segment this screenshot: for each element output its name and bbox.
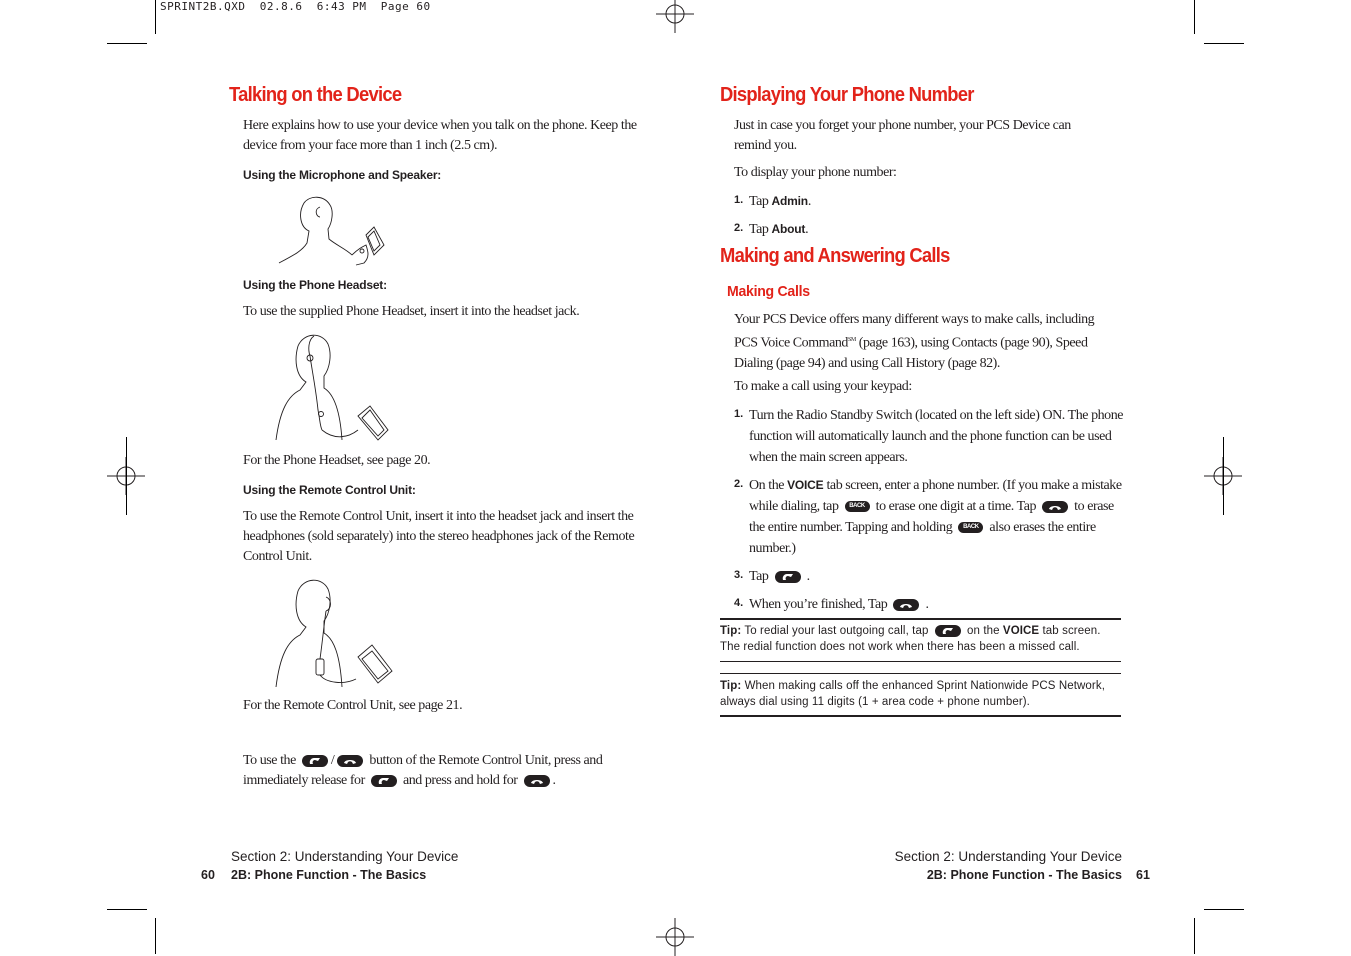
tip-divider	[720, 661, 1121, 662]
crop-mark	[1204, 909, 1244, 910]
crop-mark	[107, 909, 147, 910]
left-footer-section: Section 2: Understanding Your Device	[231, 849, 459, 864]
left-page-heading: Talking on the Device	[229, 84, 402, 106]
step-number: 3.	[734, 569, 744, 581]
usage-slash: /	[330, 753, 335, 768]
tip-label: Tip:	[720, 680, 742, 692]
crop-mark	[107, 43, 147, 44]
remote-subheading: Using the Remote Control Unit:	[243, 483, 416, 497]
step-label: also erases the entire number.)	[749, 520, 1096, 556]
tip-text: tab screen. The redial function does not work when there has been a missed call.	[720, 625, 1101, 653]
right-footer-section: Section 2: Understanding Your Device	[894, 849, 1122, 864]
end-button-icon	[893, 599, 919, 611]
step-punct: .	[925, 597, 929, 612]
talk-button-icon	[775, 571, 801, 583]
tip-divider	[720, 618, 1121, 620]
step-text	[749, 594, 929, 615]
left-page-number: 60	[201, 868, 215, 882]
end-button-icon	[524, 775, 550, 787]
step-enter-number	[734, 475, 1126, 563]
voice-tab-label: VOICE	[1002, 625, 1040, 637]
crop-mark	[1194, 918, 1195, 954]
display-number-paragraph: Just in case you forget your phone number, your PCS Device can remind you.	[734, 118, 1071, 153]
step-radio-switch	[734, 405, 1126, 471]
step-tap-end	[734, 594, 1114, 616]
making-calls-heading: Making and Answering Calls	[720, 245, 950, 267]
service-mark: SM	[847, 337, 856, 343]
step-number: 2.	[734, 222, 744, 234]
display-number-heading: Displaying Your Phone Number	[720, 84, 974, 106]
tip-text: on the	[967, 625, 1000, 637]
crop-mark	[1194, 0, 1195, 34]
step-number: 1.	[734, 408, 744, 420]
step-tap-talk	[734, 566, 1114, 588]
step-text	[749, 191, 811, 212]
headset-subheading: Using the Phone Headset:	[243, 278, 387, 292]
step-label: to erase one digit at a time. Tap	[875, 499, 1037, 514]
back-button-icon: BACK	[845, 501, 870, 512]
right-footer-chapter: 2B: Phone Function - The Basics	[926, 868, 1122, 882]
voice-tab-label: VOICE	[787, 478, 824, 492]
usage-text: To use the	[243, 753, 296, 768]
tip-redial	[720, 623, 1121, 655]
tip-divider	[720, 715, 1121, 717]
talk-button-icon	[371, 775, 397, 787]
right-page-number: 61	[1136, 868, 1150, 882]
crop-mark	[1223, 437, 1224, 515]
end-button-icon	[337, 755, 363, 767]
usage-text: .	[552, 773, 556, 788]
step-number: 1.	[734, 194, 744, 206]
usage-text: button of the Remote Control Unit, press and	[369, 753, 603, 768]
headset-paragraph: To use the supplied Phone Headset, insert it into the headset jack.	[243, 304, 580, 319]
step-label: tab screen, enter a phone number. (If you make a mistake while dialing, tap	[749, 478, 1122, 514]
left-footer-chapter: 2B: Phone Function - The Basics	[231, 868, 427, 882]
headset-reference: For the Phone Headset, see page 20.	[243, 453, 431, 468]
making-calls-subheading: Making Calls	[727, 283, 810, 300]
button-usage-line2	[243, 771, 643, 791]
tip-text: When making calls off the enhanced Sprint Nationwide PCS Network, always dial using 11 digits (1 + area code + phone number).	[720, 680, 1105, 708]
crop-mark	[1204, 43, 1244, 44]
print-slug: SPRINT2B.QXD 02.8.6 6:43 PM Page 60	[160, 0, 431, 13]
step-number: 4.	[734, 597, 744, 609]
step-text	[749, 219, 808, 240]
remote-reference: For the Remote Control Unit, see page 21.	[243, 698, 463, 713]
step-text: Turn the Radio Standby Switch (located on the left side) ON. The phone function will automatically launch and the phone function can be used when the main screen appears.	[749, 408, 1124, 465]
step-tap-admin	[734, 191, 1114, 213]
registration-mark-icon	[656, 0, 694, 33]
about-label: About	[771, 222, 806, 236]
step-text	[749, 475, 1125, 559]
back-button-icon: BACK	[958, 522, 983, 533]
tip-divider	[720, 673, 1121, 674]
tip-nationwide	[720, 678, 1121, 710]
remote-paragraph: To use the Remote Control Unit, insert it into the headset jack and insert the headphones (sold separately) into the stereo headphones jack of the Remote Control Unit.	[243, 509, 635, 564]
crop-mark	[155, 0, 156, 34]
remote-control-illustration-icon	[274, 575, 396, 690]
keypad-instruction: To make a call using your keypad:	[734, 379, 912, 394]
step-label: On the	[749, 478, 785, 493]
microphone-speaker-illustration-icon	[274, 193, 386, 267]
button-usage-paragraph	[243, 751, 643, 771]
tip-text: To redial your last outgoing call, tap	[744, 625, 929, 637]
registration-mark-icon	[656, 918, 694, 956]
admin-label: Admin	[771, 194, 808, 208]
step-label: Tap	[749, 569, 769, 584]
phone-headset-illustration-icon	[274, 330, 394, 445]
step-label: to erase the entire number. Tapping and holding	[749, 499, 1114, 535]
display-number-instruction: To display your phone number:	[734, 165, 897, 180]
step-punct: .	[805, 222, 809, 237]
step-text	[749, 566, 810, 587]
intro-paragraph: Here explains how to use your device when you talk on the phone. Keep the device from your face more than 1 inch (2.5 cm).	[243, 118, 637, 153]
end-button-icon	[1042, 501, 1068, 513]
paragraph-text: (page 163), using Contacts (page 90), Speed Dialing (page 94) and using Call History (page 82).	[734, 335, 1088, 371]
usage-text: and press and hold for	[402, 773, 518, 788]
usage-text: immediately release for	[243, 773, 365, 788]
step-label: Tap	[749, 194, 769, 209]
step-number: 2.	[734, 478, 744, 490]
step-label: Tap	[749, 222, 769, 237]
microphone-subheading: Using the Microphone and Speaker:	[243, 168, 442, 182]
talk-button-icon	[302, 755, 328, 767]
tip-label: Tip:	[720, 625, 742, 637]
talk-button-icon	[935, 625, 961, 637]
paragraph-text: Your PCS Device offers many different ways to make calls, including PCS Voice Command	[734, 312, 1095, 351]
making-calls-paragraph	[734, 310, 1106, 374]
step-punct: .	[807, 194, 811, 209]
step-tap-about	[734, 219, 1114, 241]
crop-mark	[126, 437, 127, 515]
crop-mark	[155, 918, 156, 954]
step-punct: .	[806, 569, 810, 584]
step-label: When you’re finished, Tap	[749, 597, 888, 612]
